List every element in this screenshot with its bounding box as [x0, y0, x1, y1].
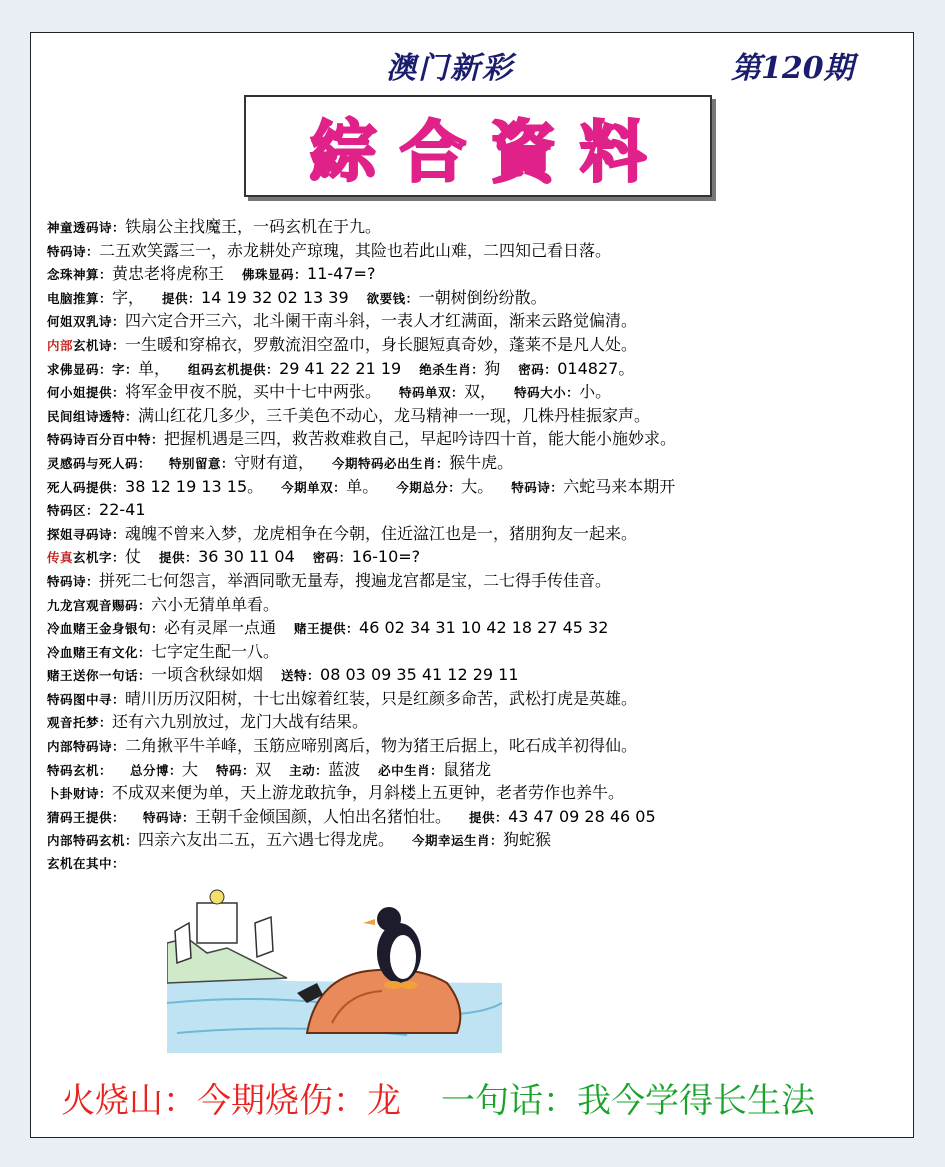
row-value-3: 一朝树倒纷纷散。	[418, 287, 547, 307]
row-label-2: 佛珠显码：	[242, 267, 308, 283]
info-row	[47, 309, 907, 333]
row-value-2: 08 03 09 35 41 12 29 11	[320, 665, 519, 685]
row-label-2: 提供：	[159, 550, 199, 566]
row-label-2: 赌王提供：	[294, 621, 360, 637]
row-value-2: 36 30 11 04	[198, 547, 295, 567]
row-value: 把握机遇是三四，救苦救难救自己，早起吟诗四十首，能大能小施妙求。	[164, 429, 677, 449]
row-label: 内部特码诗：	[47, 739, 126, 755]
row-value: 一顷含秋绿如烟	[151, 665, 264, 685]
row-label-2: 组码玄机提供：	[188, 361, 280, 377]
row-label: 特码诗百分百中特：	[47, 432, 165, 448]
row-label-3: 特码大小：	[514, 385, 580, 401]
row-label-5: 必中生肖：	[378, 762, 444, 778]
row-value-2: 29 41 22 21 19	[279, 358, 402, 378]
row-label: 民间组诗透特：	[47, 408, 139, 424]
row-label: 特码诗：	[47, 243, 100, 259]
row-label: 死人码提供：	[47, 479, 126, 495]
row-label: 观音托梦：	[47, 715, 113, 731]
row-value: 将军金甲夜不脱，买中十七中两张。	[125, 382, 382, 402]
info-row	[47, 569, 907, 593]
row-value-2: 双，	[464, 382, 497, 402]
row-value: 七字定生配一八。	[151, 641, 280, 661]
row-value: 铁扇公主找魔王，一码玄机在于九。	[125, 217, 382, 236]
row-label: 卜卦财诗：	[47, 786, 113, 802]
row-value-3: 大。	[461, 476, 494, 496]
info-row	[47, 828, 907, 852]
row-value-4: 蓝波	[328, 759, 361, 779]
row-label: 特码玄机：	[47, 762, 113, 778]
info-row	[47, 805, 907, 829]
info-row	[47, 616, 907, 640]
info-row	[47, 498, 907, 522]
row-label: 冷血赌王金身银句：	[47, 621, 165, 637]
row-value: 还有六九别放过，龙门大战有结果。	[112, 712, 369, 732]
banner-title: 綜合資料	[310, 113, 670, 191]
row-value: 一生暖和穿棉衣，罗敷流泪空盈巾，身长腿短真奇妙，蓬莱不是凡人处。	[125, 334, 638, 354]
row-label-4: 特码诗：	[511, 479, 564, 495]
info-row	[47, 427, 907, 451]
row-value: 单，	[138, 358, 171, 378]
row-label: 何小姐提供：	[47, 385, 126, 401]
bottom-banner	[61, 1073, 815, 1122]
info-row	[47, 286, 907, 310]
row-label-4: 主动：	[289, 762, 329, 778]
row-label: 特码区：	[47, 503, 100, 519]
penguin-illustration	[167, 883, 502, 1053]
row-value: 魂魄不曾来入梦，龙虎相争在今朝，住近湓江也是一，猪朋狗友一起来。	[125, 523, 638, 543]
row-value: 黄忠老将虎称王	[112, 264, 225, 284]
row-value-4: 六蛇马来本期开	[563, 476, 676, 496]
brand-title: 澳门新彩	[386, 51, 514, 86]
row-label: 玄机字：	[73, 550, 126, 566]
info-row	[47, 357, 907, 381]
info-row	[47, 215, 907, 239]
row-label: 念珠神算：	[47, 267, 113, 283]
info-row	[47, 451, 907, 475]
row-value: 二五欢笑露三一，赤龙耕处产琼瑰，其险也若此山难，二四知己看日落。	[99, 240, 612, 260]
row-label-3: 提供：	[469, 809, 509, 825]
row-value: 仗	[125, 547, 142, 567]
row-label-3: 今期特码必出生肖：	[332, 455, 450, 471]
row-label: 冷血赌王有文化：	[47, 644, 152, 660]
row-value: 字，	[112, 287, 145, 307]
row-label: 神童透码诗：	[47, 220, 126, 235]
row-label-3: 今期总分：	[396, 479, 462, 495]
row-label: 何姐双乳诗：	[47, 314, 126, 330]
row-value-2: 王朝千金倾国颜，人怕出名猪怕壮。	[195, 806, 452, 826]
row-value-3: 16-10=?	[351, 547, 421, 567]
row-value: 四亲六友出二五，五六遇七得龙虎。	[138, 830, 395, 850]
row-label: 玄机在其中：	[47, 856, 126, 872]
row-label-2: 送特：	[281, 668, 321, 684]
info-row	[47, 239, 907, 263]
info-row	[47, 663, 907, 687]
row-value: 六小无猜单单看。	[151, 594, 280, 614]
content-lines	[47, 215, 907, 876]
info-row	[47, 333, 907, 357]
row-label-2: 特码单双：	[399, 385, 465, 401]
document-page	[30, 32, 914, 1138]
row-value-2: 11-47=?	[307, 264, 376, 284]
row-value-2: 14 19 32 02 13 39	[201, 287, 349, 307]
info-row	[47, 404, 907, 428]
row-label: 猜码王提供：	[47, 809, 126, 825]
row-label-3: 绝杀生肖：	[419, 361, 485, 377]
info-row	[47, 545, 907, 569]
row-label-red: 传真	[47, 550, 74, 566]
row-value-5: 鼠猪龙	[443, 759, 492, 779]
info-row	[47, 758, 907, 782]
row-label-2: 特别留意：	[169, 455, 235, 471]
row-value-2: 46 02 34 31 10 42 18 27 45 32	[359, 618, 609, 638]
row-sublabel: 字：	[112, 361, 139, 377]
row-value-2: 单。	[346, 476, 379, 496]
row-value: 必有灵犀一点通	[164, 618, 277, 638]
row-value: 二角揪平牛羊峰，玉筋应啼别离后，物为猪王后据上，叱石成羊初得仙。	[125, 736, 638, 756]
row-label-2: 今期幸运生肖：	[412, 833, 504, 849]
row-value-2: 狗蛇猴	[503, 830, 552, 850]
info-row	[47, 522, 907, 546]
info-row	[47, 734, 907, 758]
info-row	[47, 262, 907, 286]
row-label: 玄机诗：	[73, 337, 126, 353]
row-value-3: 双	[255, 759, 272, 779]
fire-mountain-text: 火烧山：今期烧伤：龙	[61, 1081, 401, 1121]
row-label: 特码图中寻：	[47, 691, 126, 707]
issue-number: 第120期	[731, 51, 854, 86]
row-label: 赌王送你一句话：	[47, 668, 152, 684]
row-value: 四六定合开三六，北斗阑干南斗斜，一表人才红满面，渐来云路觉偏清。	[125, 311, 638, 331]
title-banner	[244, 95, 712, 197]
row-value: 晴川历历汉阳树，十七出嫁着红装，只是红颜多命苦，武松打虎是英雄。	[125, 688, 638, 708]
row-label-2: 提供：	[162, 290, 202, 306]
row-label-2: 特码诗：	[143, 809, 196, 825]
info-row	[47, 687, 907, 711]
row-value-3: 狗	[484, 358, 501, 378]
row-value-3: 猴牛虎。	[449, 452, 514, 472]
row-label: 灵感码与死人码：	[47, 455, 152, 471]
row-label-2: 今期单双：	[281, 479, 347, 495]
row-label-3: 密码：	[312, 550, 352, 566]
row-label: 电脑推算：	[47, 290, 113, 306]
row-label-red: 内部	[47, 337, 74, 353]
info-row	[47, 710, 907, 734]
info-row	[47, 380, 907, 404]
row-value-2: 守财有道，	[234, 452, 315, 472]
info-row	[47, 781, 907, 805]
row-value-3: 小。	[579, 382, 612, 402]
info-row	[47, 593, 907, 617]
row-label-3: 欲要钱：	[366, 290, 419, 306]
row-label-3: 特码：	[216, 762, 256, 778]
row-value: 拼死二七何怨言，举酒同歌无量寿，搜遍龙宫都是宝，二七得手传佳音。	[99, 570, 612, 590]
info-row	[47, 640, 907, 664]
row-label: 求佛显码：	[47, 361, 113, 377]
row-value-3: 43 47 09 28 46 05	[508, 806, 656, 826]
info-row	[47, 852, 907, 876]
row-value: 不成双来便为单，天上游龙敢抗争，月斜楼上五更钟，老者劳作也养牛。	[112, 783, 625, 803]
row-label: 特码诗：	[47, 573, 100, 589]
info-row	[47, 475, 907, 499]
one-sentence-text: 一句话：我今学得长生法	[441, 1081, 815, 1121]
row-value: 满山红花几多少，三千美色不动心，龙马精神一一现，几株丹桂振家声。	[138, 405, 651, 425]
row-value-2: 大	[182, 759, 199, 779]
row-label: 探姐寻码诗：	[47, 526, 126, 542]
row-label: 九龙宫观音赐码：	[47, 597, 152, 613]
row-label-4: 密码：	[518, 361, 558, 377]
row-label-2: 总分博：	[130, 762, 183, 778]
row-value-4: 014827。	[557, 358, 635, 378]
row-value: 38 12 19 13 15。	[125, 476, 264, 496]
row-label: 内部特码玄机：	[47, 833, 139, 849]
row-value: 22-41	[99, 500, 146, 520]
